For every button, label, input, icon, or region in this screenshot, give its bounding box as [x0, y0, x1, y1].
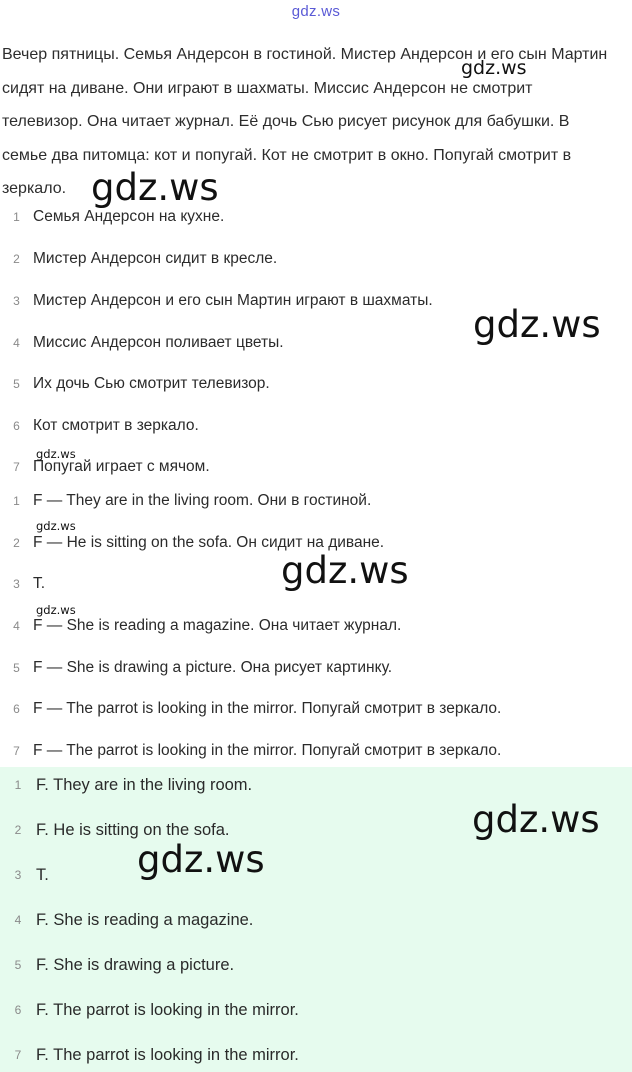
item-number: 6 — [13, 419, 20, 433]
item-text: F — The parrot is looking in the mirror. Попугай смотрит в зеркало. — [33, 742, 502, 759]
item-number: 1 — [13, 494, 20, 508]
watermark: gdz.ws — [36, 519, 76, 533]
answer-item — [0, 569, 45, 599]
item-text: F — The parrot is looking in the mirror. Попугай смотрит в зеркало. — [33, 700, 502, 717]
item-number: 6 — [14, 1003, 22, 1017]
answer-item — [0, 486, 371, 516]
answer-box-item — [0, 770, 252, 800]
item-number: 4 — [14, 913, 22, 927]
watermark: gdz.ws — [461, 57, 527, 79]
item-number: 3 — [13, 577, 20, 591]
item-number: 3 — [13, 294, 20, 308]
item-text: T. — [36, 865, 49, 884]
item-text: F. He is sitting on the sofa. — [36, 820, 230, 839]
statement-item — [0, 286, 433, 316]
item-text: Попугай играет с мячом. — [33, 458, 210, 475]
statement-item — [0, 369, 270, 399]
item-number: 3 — [14, 868, 22, 882]
item-number: 7 — [13, 460, 20, 474]
item-text: T. — [33, 575, 46, 592]
item-number: 2 — [13, 536, 20, 550]
answer-item — [0, 694, 501, 724]
item-number: 2 — [13, 252, 20, 266]
item-text: Мистер Андерсон и его сын Мартин играют в шахматы. — [33, 292, 433, 309]
item-number: 4 — [13, 619, 20, 633]
item-number: 5 — [13, 377, 20, 391]
statement-item — [0, 244, 277, 274]
watermark: gdz.ws — [137, 838, 265, 881]
watermark: gdz.ws — [472, 798, 600, 841]
item-text: Семья Андерсон на кухне. — [33, 208, 225, 225]
answer-box-item — [0, 860, 49, 890]
item-text: F — He is sitting on the sofa. Он сидит на диване. — [33, 534, 385, 551]
site-logo[interactable]: gdz.ws — [291, 3, 341, 20]
item-text: F — She is reading a magazine. Она читает журнал. — [33, 617, 402, 634]
statement-item — [0, 452, 210, 482]
watermark: gdz.ws — [473, 303, 601, 346]
watermark: gdz.ws — [91, 166, 219, 209]
intro-paragraph: Вечер пятницы. Семья Андерсон в гостиной. Мистер Андерсон и его сын Мартин сидят на диване. Они играют в шахматы. Миссис Андерсон не смотрит телевизор. Она читает журнал. Её дочь Сью рисует рисунок для бабушки. В семье два питомца: кот и попугай. Кот не смотрит в окно. Попугай смотрит в зеркало. — [2, 46, 608, 197]
answer-box-item — [0, 1040, 299, 1070]
item-number: 7 — [13, 744, 20, 758]
statement-item — [0, 328, 284, 358]
answer-box-item — [0, 905, 253, 935]
item-text: F — They are in the living room. Они в гостиной. — [33, 492, 372, 509]
item-text: F. She is drawing a picture. — [36, 955, 235, 974]
item-number: 1 — [13, 210, 20, 224]
statement-item — [0, 411, 199, 441]
item-number: 7 — [14, 1048, 22, 1062]
item-text: F — She is drawing a picture. Она рисует картинку. — [33, 659, 393, 676]
item-text: F. She is reading a magazine. — [36, 910, 254, 929]
item-text: Кот смотрит в зеркало. — [33, 417, 199, 434]
item-text: Их дочь Сью смотрит телевизор. — [33, 375, 270, 392]
answer-item — [0, 653, 392, 683]
item-number: 6 — [13, 702, 20, 716]
item-text: F. They are in the living room. — [36, 775, 253, 794]
item-number: 5 — [13, 661, 20, 675]
item-text: F. The parrot is looking in the mirror. — [36, 1000, 299, 1019]
answer-item — [0, 736, 501, 766]
item-text: Миссис Андерсон поливает цветы. — [33, 334, 284, 351]
answer-box-item — [0, 950, 234, 980]
answer-box-item — [0, 995, 299, 1025]
item-number: 4 — [13, 336, 20, 350]
watermark: gdz.ws — [281, 549, 409, 592]
item-text: Мистер Андерсон сидит в кресле. — [33, 250, 278, 267]
item-text: F. The parrot is looking in the mirror. — [36, 1045, 299, 1064]
item-number: 2 — [14, 823, 22, 837]
item-number: 1 — [14, 778, 22, 792]
watermark: gdz.ws — [36, 447, 76, 461]
watermark: gdz.ws — [36, 603, 76, 617]
item-number: 5 — [14, 958, 22, 972]
